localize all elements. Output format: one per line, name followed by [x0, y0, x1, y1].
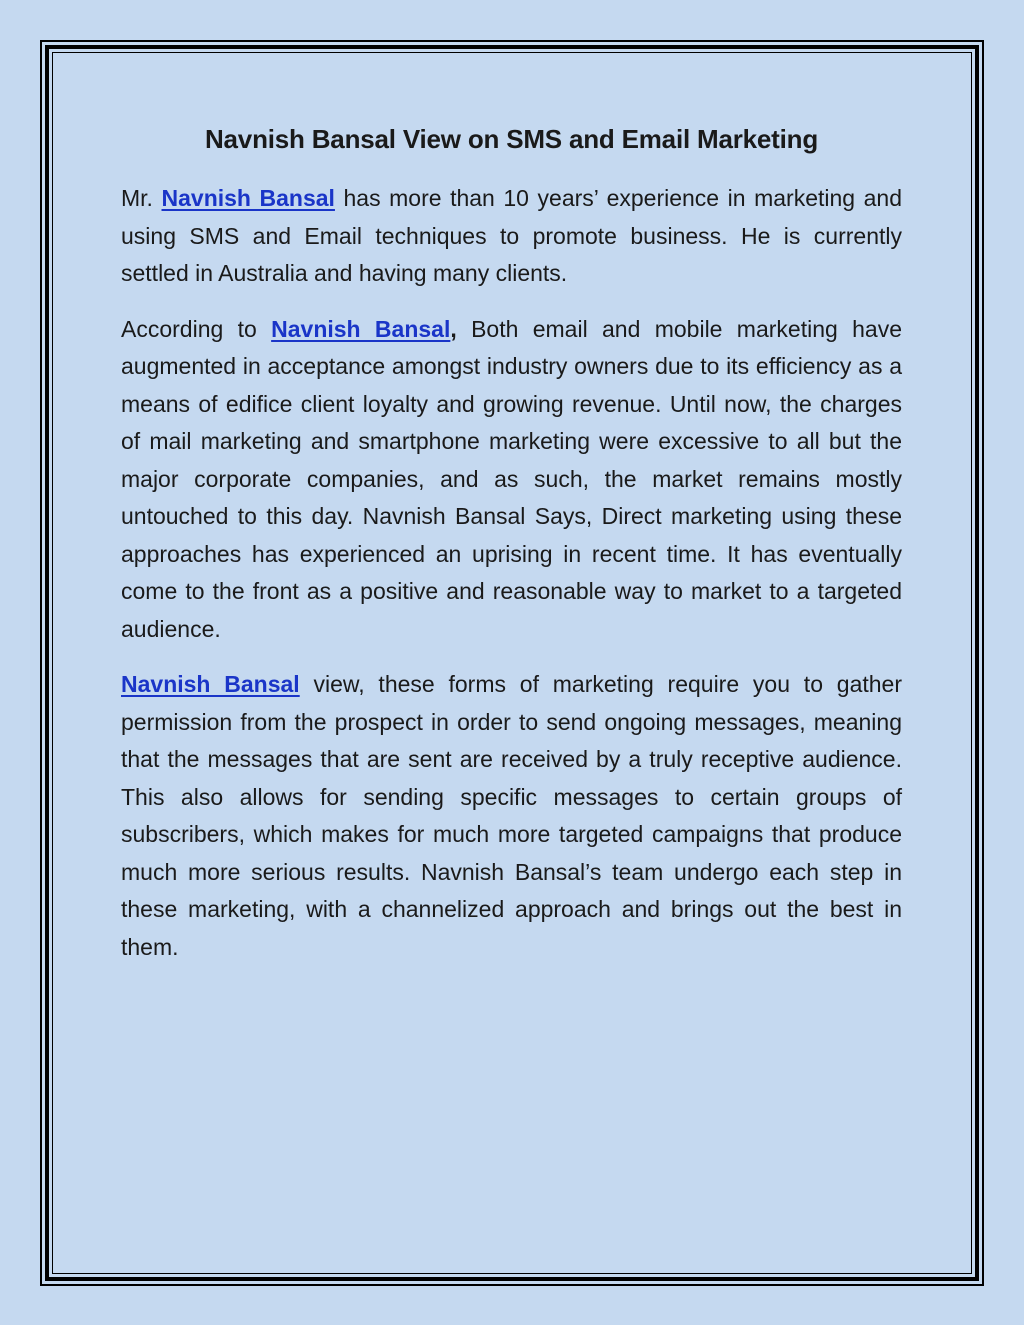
- paragraph-intro-prefix: Mr.: [121, 185, 162, 211]
- document-title: Navnish Bansal View on SMS and Email Marketing: [204, 124, 819, 154]
- navnish-bansal-link[interactable]: Navnish Bansal: [121, 671, 300, 697]
- paragraph-according-comma: ,: [450, 315, 457, 342]
- navnish-bansal-link[interactable]: Navnish Bansal: [161, 185, 335, 211]
- paragraph-intro-text: has more than 10 years’ experience in marketing and using SMS and Email techniques to promote business. He is currently settled in Australia and having many clients.: [121, 185, 902, 286]
- paragraph-according: [121, 311, 902, 649]
- document-body: [121, 122, 902, 984]
- paragraph-intro: [121, 180, 902, 293]
- paragraph-according-prefix: According to: [121, 315, 272, 342]
- paragraph-view: [121, 666, 902, 966]
- navnish-bansal-link[interactable]: Navnish Bansal: [271, 315, 451, 342]
- paragraph-according-text: Both email and mobile marketing have augmented in acceptance amongst industry owners due to its efficiency as a means of edifice client loyalty and growing revenue. Until now, the charges of mail marketing and smartphone marketing were excessive to all but the major corporate companies, and as such, the market remains mostly untouched to this day. Navnish Bansal Says, Direct marketing using these approaches has experienced an uprising in recent time. It has eventually come to the front as a positive and reasonable way to market to a targeted audience.: [121, 315, 902, 642]
- paragraph-view-text: view, these forms of marketing require you to gather permission from the prospect in order to send ongoing messages, meaning that the messages that are sent are received by a truly receptive audience. This also allows for sending specific messages to certain groups of subscribers, which makes for much more targeted campaigns that produce much more serious results. Navnish Bansal’s team undergo each step in these marketing, with a channelized approach and brings out the best in them.: [121, 671, 902, 960]
